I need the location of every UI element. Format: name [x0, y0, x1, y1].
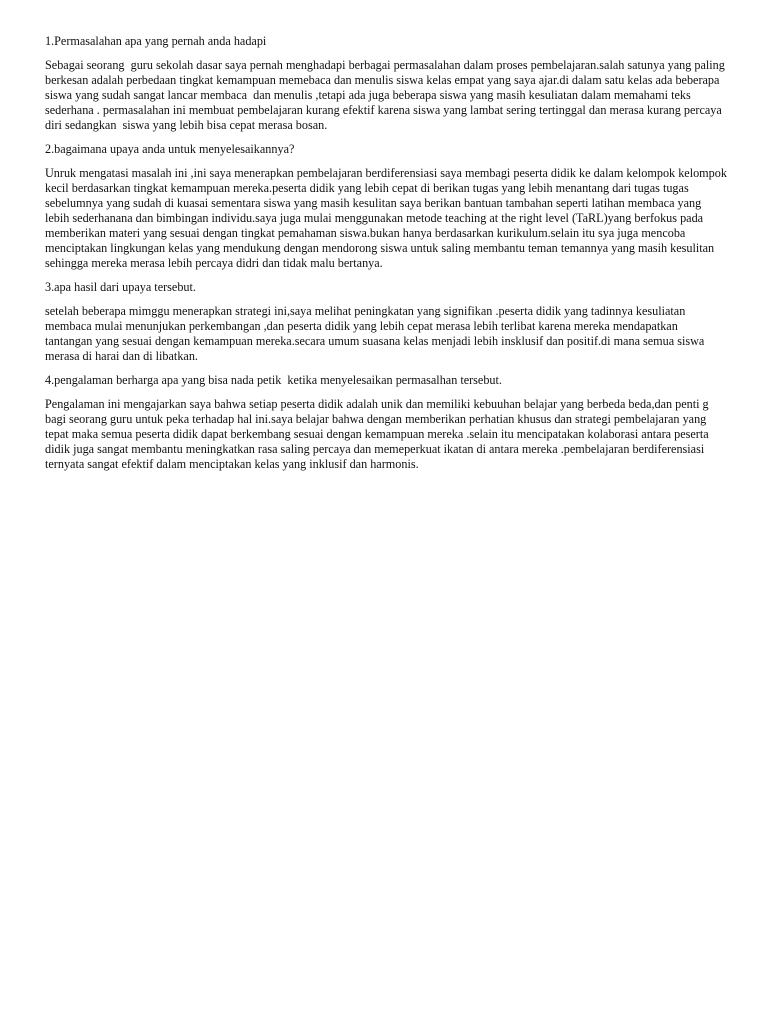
question-1: 1.Permasalahan apa yang pernah anda hadapi — [45, 34, 267, 48]
section-3 — [45, 280, 727, 364]
answer-2: Unruk mengatasi masalah ini ,ini saya menerapkan pembelajaran berdiferensiasi saya membagi peserta didik ke dalam kelompok kelompok kecil berdasarkan tingkat kemampuan mereka.peserta didik yang lebih cepat di berikan tugas yang lebih menantang dari tugas tugas sebelumnya yang sudah di kuasai sementara siswa yang masih kesulitan saya berikan bantuan tambahan seperti latihan membaca yang lebih sederhanana dan bimbingan individu.saya juga mulai menggunakan metode teaching at the right level (TaRL)yang berfokus pada memberikan materi yang sesuai dengan tingkat pemahaman siswa.bukan hanya berdasarkan kurikulum.selain itu sya juga mencoba menciptakan lingkungan kelas yang mendukung dengan mendorong siswa untuk saling membantu teman temannya yang masih kesulitan sehingga mereka merasa lebih percaya didri dan tidak malu bertanya. — [45, 166, 730, 270]
section-1 — [45, 34, 727, 133]
answer-1: Sebagai seorang guru sekolah dasar saya pernah menghadapi berbagai permasalahan dalam proses pembelajaran.salah satunya yang paling berkesan adalah perbedaan tingkat kemampuan memebaca dan menulis siswa kelas empat yang saya ajar.di dalam satu kelas ada beberapa siswa yang sudah sangat lancar membaca dan menulis ,tetapi ada juga beberapa siswa yang masih kesuliatan dalam memahami teks sederhana . permasalahan ini membuat pembelajaran kurang efektif karena siswa yang lambat sering tertinggal dan merasa kurang percaya diri sedangkan siswa yang lebih bisa cepat merasa bosan. — [45, 58, 728, 132]
document-page — [45, 34, 730, 481]
question-3: 3.apa hasil dari upaya tersebut. — [45, 280, 196, 294]
answer-3: setelah beberapa mimggu menerapkan strategi ini,saya melihat peningkatan yang signifikan .peserta didik yang tadinnya kesuliatan membaca mulai menunjukan perkembangan ,dan peserta didik yang lebih cepat merasa lebih terlibat karena mereka mendapatkan tantangan yang sesuai dengan kemampuan mereka.secara umum suasana kelas menjadi lebih insklusif dan positif.di mana semua siswa merasa di harai dan di libatkan. — [45, 304, 708, 363]
section-4 — [45, 373, 727, 472]
section-2 — [45, 142, 730, 271]
answer-4: Pengalaman ini mengajarkan saya bahwa setiap peserta didik adalah unik dan memiliki kebuuhan belajar yang berbeda beda,dan penti g bagi seorang guru untuk peka terhadap hal ini.saya belajar bahwa dengan memberikan perhatian khusus dan strategi pembelajaran yang tepat maka semua peserta didik dapat berkembang sesuai dengan kemampuan mereka .selain itu mencipatakan kolaborasi antara peserta didik juga sangat membantu meningkatkan rasa saling percaya dan memeperkuat ikatan di antara mereka .pembelajaran berdiferensiasi ternyata sangat efektif dalam menciptakan kelas yang inklusif dan harmonis. — [45, 397, 712, 471]
question-2: 2.bagaimana upaya anda untuk menyelesaikannya? — [45, 142, 295, 156]
question-4: 4.pengalaman berharga apa yang bisa nada petik ketika menyelesaikan permasalhan tersebut. — [45, 373, 502, 387]
